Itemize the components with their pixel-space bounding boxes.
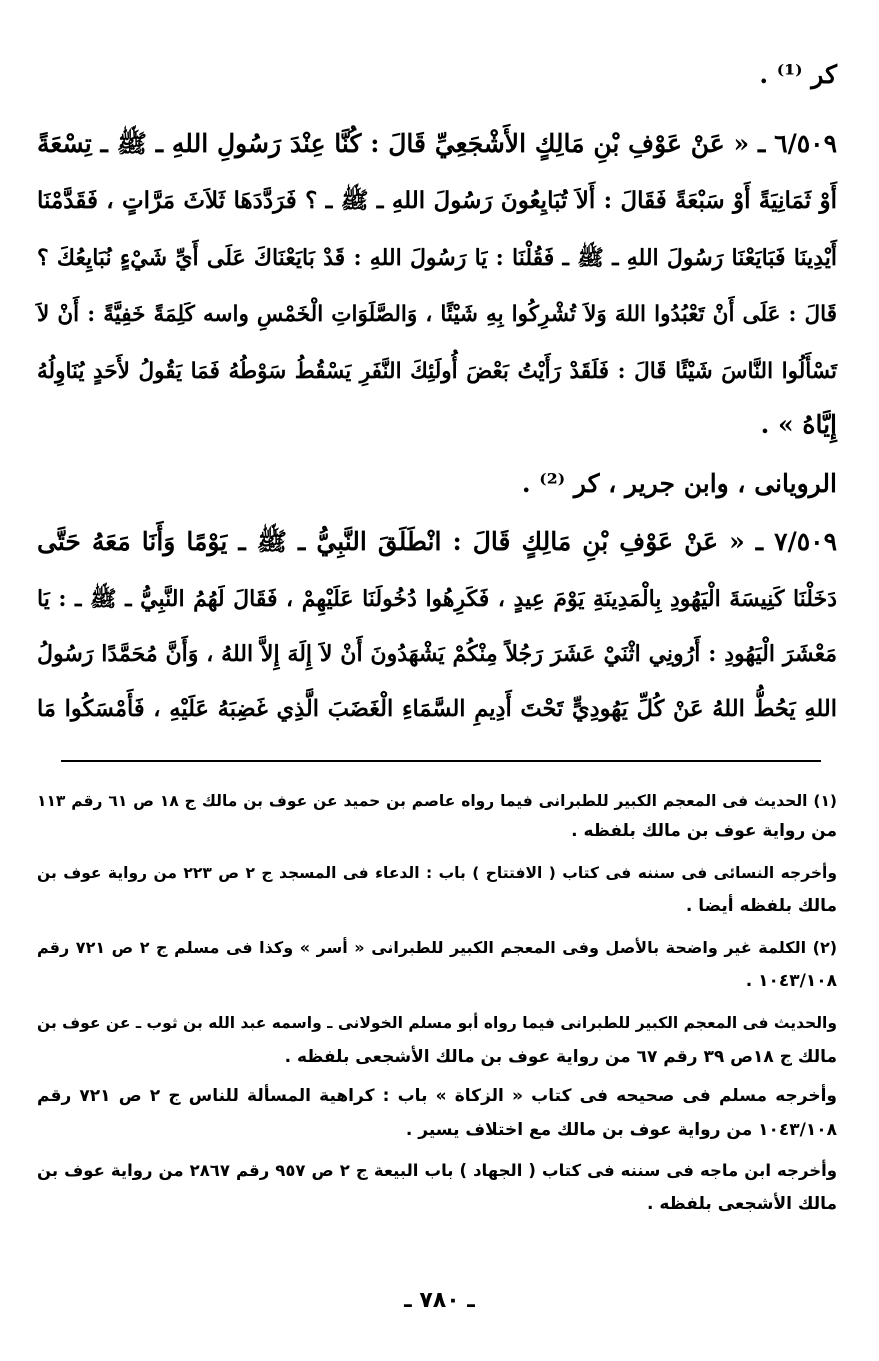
footnote-2-line: مالك ج ١٨ص ٣٩ رقم ٦٧ من رواية عوف بن مالك الأشجعى بلفظه . [284,1047,837,1067]
footnote-2-line: وأخرجه ابن ماجه فى سننه فى كتاب ( الجهاد ) باب البيعة ج ٢ ص ٩٥٧ رقم ٢٨٦٧ من رواية عوف بن [37,1161,838,1180]
hadith-509-6-line: أَوْ ثَمَانِيَةً أَوْ سَبْعَةً فَقَالَ : أَلاَ تُبَايِعُونَ رَسُولَ اللهِ ـ ﷺ ـ ؟ فَرَدَّدَهَا ثَلاَثَ مَرَّاتٍ ، فَقَدَّمْنَا [37,187,837,214]
footnote-separator [61,760,821,762]
footnote-2-line: وأخرجه مسلم فى صحيحه فى كتاب « الزكاة » باب : كراهية المسألة للناس ج ٢ ص ٧٢١ رقم [37,1086,837,1106]
hadith-509-6-line: قَالَ : عَلَى أَنْ تَعْبُدُوا اللهَ وَلاَ تُشْرِكُوا بِهِ شَيْئًا ، وَالصَّلَوَاتِ الْخَمْسِ واسه كَلِمَةً خَفِيَّةً : أَنْ لاَ [37,302,837,327]
footnote-2-line: ١٠٤٣/١٠٨ . [745,971,837,991]
hadith-509-6-line: إِيَّاهُ » . [760,410,837,439]
hadith-509-6-line: أَيْدِينَا فَبَايَعْنَا رَسُولَ اللهِ ـ ﷺ ـ فَقُلْنَا : يَا رَسُولَ اللهِ : قَدْ بَايَعْنَاكَ عَلَى أَيِّ شَيْءٍ نُبَايِعُكَ ؟ [37,245,837,271]
footnote-2-line: والحديث فى المعجم الكبير للطبرانى فيما رواه أبو مسلم الخولانى ـ واسمه عبد الله بن ثوب ـ عن عوف بن [37,1014,837,1032]
footnote-1-line: مالك بلفظه أيضا . [685,896,837,916]
source-line-2: الرويانى ، وابن جرير ، كر ⁽²⁾ . [521,469,837,498]
footnote-1-line: وأخرجه النسائى فى سننه فى كتاب ( الافتتاح ) باب : الدعاء فى المسجد ج ٢ ص ٢٢٣ من رواية عوف بن [37,864,837,882]
page-number: ـ ٧٨٠ ـ [404,1288,475,1313]
footnote-2-line: مالك الأشجعى بلفظه . [646,1194,837,1214]
footnote-1-line: من رواية عوف بن مالك بلفظه . [571,821,837,841]
footnote-2-line: (٢) الكلمة غير واضحة بالأصل وفى المعجم الكبير للطبرانى « أسر » وكذا فى مسلم ج ٢ ص ٧٢١ رقم [37,938,838,957]
hadith-509-6-line: تَسْأَلُوا النَّاسَ شَيْئًا قَالَ : فَلَقَدْ رَأَيْتُ بَعْضَ أُولَئِكَ النَّفَرِ يَسْقُطُ سَوْطُهُ فَمَا يَقُولُ لأَحَدٍ يُنَاوِلُهُ [37,359,837,384]
hadith-509-7-line: دَخَلْنَا كَنِيسَةَ الْيَهُودِ بِالْمَدِينَةِ يَوْمَ عِيدٍ ، فَكَرِهُوا دُخُولَنَا عَلَيْهِمْ ، فَقَالَ لَهُمُ النَّبِيُّ ـ ﷺ ـ : يَا [37,586,837,612]
hadith-509-7-line: ٧/٥٠٩ ـ « عَنْ عَوْفِ بْنِ مَالِكٍ قَالَ : انْطَلَقَ النَّبِيُّ ـ ﷺ ـ يَوْمًا وَأَنَا مَعَهُ حَتَّى [37,527,837,556]
footnote-1-line: (١) الحديث فى المعجم الكبير للطبرانى فيما رواه عاصم بن حميد عن عوف بن مالك ج ١٨ ص ٦١ رقم ١١٣ [37,792,837,810]
source-line-1: كر ⁽¹⁾ . [759,60,837,89]
hadith-509-7-line: اللهِ يَحُطُّ اللهُ عَنْ كُلِّ يَهُودِيٍّ تَحْتَ أَدِيمِ السَّمَاءِ الْغَضَبَ الَّذِي غَضِبَهُ عَلَيْهِ ، فَأَمْسَكُوا مَا [37,696,837,722]
hadith-509-6-line: ٦/٥٠٩ ـ « عَنْ عَوْفِ بْنِ مَالِكٍ الأَشْجَعِيِّ قَالَ : كُنَّا عِنْدَ رَسُولِ اللهِ ـ ﷺ ـ تِسْعَةً [37,129,837,158]
hadith-509-7-line: مَعْشَرَ الْيَهُودِ : أَرُونِي اثْنَيْ عَشَرَ رَجُلاً مِنْكُمْ يَشْهَدُونَ أَنْ لاَ إِلَهَ إِلاَّ اللهُ ، وَأَنَّ مُحَمَّدًا رَسُولُ [37,641,837,667]
footnote-2-line: ١٠٤٣/١٠٨ من رواية عوف بن مالك مع اختلاف يسير . [405,1120,837,1140]
